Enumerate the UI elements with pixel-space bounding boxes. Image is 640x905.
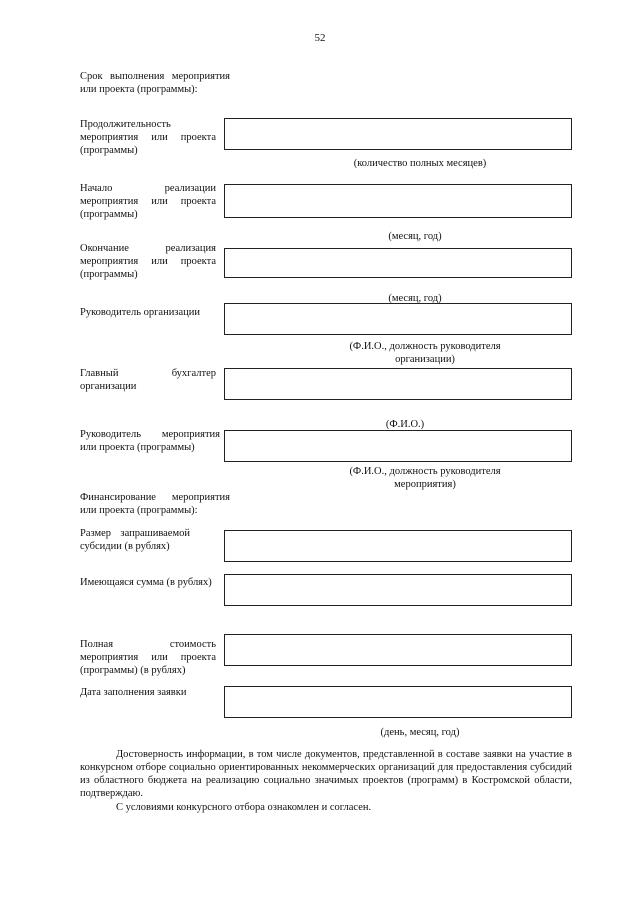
field-label-accountant: Главный бухгалтер организации (80, 368, 216, 392)
field-label-duration: Продолжительность мероприятия или проекта (программы) (80, 119, 216, 156)
field-label-available: Имеющаяся сумма (в рублях) (80, 577, 212, 588)
field-caption-project-head: (Ф.И.О., должность руководителя мероприятия) (349, 466, 501, 490)
field-caption-date: (день, месяц, год) (380, 727, 460, 738)
confirmation-paragraph: Достоверность информации, в том числе документов, представленной в составе заявки на участие в конкурсном отборе социально ориентированных некоммерческих организаций для предоставления субсидий из областного бюджета на реализацию социально значимых проектов (программ) в Костромской области, подтверждаю. (80, 749, 572, 799)
section-heading-financing: Финансирование мероприятия или проекта (программы): (80, 492, 230, 516)
field-label-date: Дата заполнения заявки (80, 687, 187, 698)
section-heading-term: Срок выполнения мероприятия или проекта (программы): (80, 71, 230, 95)
field-label-end: Окончание реализация мероприятия или проекта (программы) (80, 243, 216, 280)
field-box-project-head[interactable] (224, 430, 572, 462)
field-box-duration[interactable] (224, 118, 572, 150)
field-caption-duration: (количество полных месяцев) (353, 158, 487, 169)
page-number: 52 (314, 32, 326, 44)
field-caption-start: (месяц, год) (388, 231, 442, 242)
field-box-accountant[interactable] (224, 368, 572, 400)
field-caption-accountant: (Ф.И.О.) (385, 419, 425, 430)
field-label-project-head: Руководитель мероприятия или проекта (программы) (80, 429, 220, 453)
field-box-end[interactable] (224, 248, 572, 278)
field-label-head: Руководитель организации (80, 307, 200, 318)
field-box-subsidy[interactable] (224, 530, 572, 562)
agreement-paragraph: С условиями конкурсного отбора ознакомлен и согласен. (116, 802, 372, 813)
field-label-subsidy: Размер запрашиваемой субсидии (в рублях) (80, 528, 190, 552)
field-label-start: Начало реализации мероприятия или проекта (программы) (80, 183, 216, 220)
field-box-date[interactable] (224, 686, 572, 718)
field-box-head[interactable] (224, 303, 572, 335)
field-box-available[interactable] (224, 574, 572, 606)
field-box-start[interactable] (224, 184, 572, 218)
field-label-total-cost: Полная стоимость мероприятия или проекта (программы) (в рублях) (80, 639, 216, 676)
field-box-total-cost[interactable] (224, 634, 572, 666)
field-caption-end: (месяц, год) (388, 293, 442, 304)
field-caption-head: (Ф.И.О., должность руководителя организации) (349, 341, 501, 365)
